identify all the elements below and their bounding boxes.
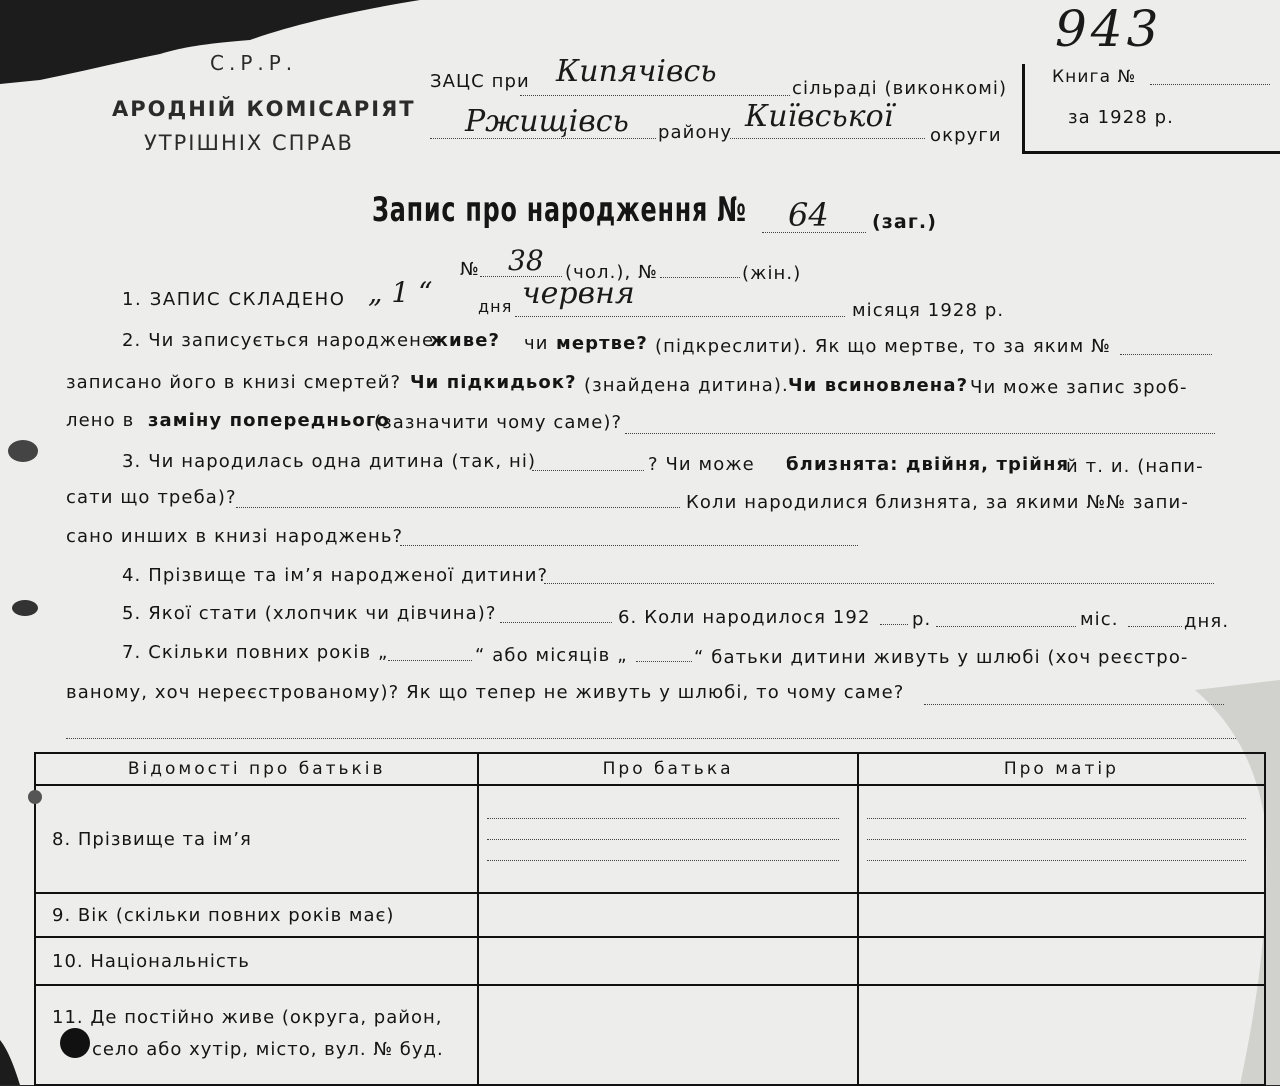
row-residence-line2: село або хутір, місто, вул. № буд.	[92, 1039, 444, 1060]
archive-number: 943	[1055, 0, 1163, 58]
item3-twins-line	[236, 507, 680, 508]
row-name-label: 8. Прізвище та ім’я	[35, 785, 478, 893]
item6-day-line	[1128, 626, 1182, 627]
item1-month: червня	[522, 276, 635, 311]
item7-years-line	[388, 660, 472, 661]
item1-label: 1. ЗАПИС СКЛАДЕНО	[122, 289, 346, 310]
commissariat-stamp-line1: АРОДНІЙ КОМІСАРІЯТ	[112, 97, 416, 121]
book-year: за 1928 р.	[1068, 107, 1175, 128]
item3-line1b: ? Чи може	[648, 454, 755, 475]
table-header-father: Про батька	[478, 753, 857, 785]
item7-extra-line	[66, 738, 1236, 739]
bottom-left-tear	[0, 1040, 20, 1085]
item1-day-word: дня	[478, 297, 513, 316]
item3-line1a: 3. Чи народилась одна дитина (так, ні)	[122, 451, 537, 472]
item4-label: 4. Прізвище та ім’я народженої дитини?	[122, 565, 549, 586]
record-title: Запис про народження №	[372, 190, 747, 230]
item4-name-line	[544, 583, 1214, 584]
mother-age-cell	[858, 893, 1265, 937]
ink-spot-icon	[28, 790, 42, 804]
district-label: району	[658, 122, 733, 143]
record-number: 64	[788, 196, 829, 234]
village-handwritten: Кипячівсь	[556, 54, 717, 89]
item5-label: 5. Якої стати (хлопчик чи дівчина)?	[122, 603, 497, 624]
item6-day: дня.	[1184, 611, 1230, 632]
item6-label: 6. Коли народилося 192	[618, 607, 871, 628]
table-row	[35, 985, 1265, 1085]
item7-reason-line	[924, 704, 1224, 705]
father-residence-cell	[478, 985, 857, 1085]
district-line	[430, 138, 656, 139]
book-label: Книга №	[1052, 67, 1137, 87]
item3-line3: сано инших в книзі народжень?	[66, 526, 404, 547]
item1-month-line	[515, 316, 845, 317]
item2-number-line	[1120, 354, 1212, 355]
item6-year-line	[880, 624, 908, 625]
item2-line2b: (знайдена дитина).	[584, 375, 789, 396]
village-line	[520, 95, 790, 96]
item7-line1b: “ або місяців „	[475, 645, 628, 666]
punch-hole-icon	[60, 1028, 90, 1058]
okrug-handwritten: Київської	[745, 99, 894, 134]
mother-nationality-cell	[858, 937, 1265, 985]
item2-foundling: Чи підкидьок?	[410, 372, 577, 393]
item2-line1a: 2. Чи записується народжене	[122, 330, 435, 351]
okrug-label: округи	[930, 125, 1002, 146]
district-handwritten: Ржищівсь	[465, 104, 629, 139]
male-label: (чол.), №	[565, 262, 658, 283]
item3-numbers-line	[400, 545, 858, 546]
item2-line2a: записано його в книзі смертей?	[66, 372, 402, 393]
item2-reason-line	[625, 433, 1215, 434]
item2-line2c: Чи може запис зроб-	[970, 377, 1188, 398]
ink-blot-icon	[12, 600, 38, 616]
item2-dead: мертве?	[556, 333, 648, 354]
row-age-label: 9. Вік (скільки повних років має)	[35, 893, 478, 937]
female-label: (жін.)	[742, 263, 802, 284]
item7-line1c: “ батьки дитини живуть у шлюбі (хоч реєстро-	[694, 647, 1189, 668]
item2-line3b: (зазначити чому саме)?	[374, 412, 623, 433]
record-number-line	[762, 232, 866, 233]
ink-blot-icon	[8, 440, 38, 462]
item6-month-line	[936, 626, 1076, 627]
item2-or: чи	[524, 333, 549, 354]
table-header-mother: Про матір	[858, 753, 1265, 785]
table-header-row	[35, 753, 1265, 785]
item3-single-line	[532, 470, 644, 471]
father-name-cell	[478, 785, 857, 893]
item3-twins: близнята: двійня, трійня	[786, 454, 1070, 475]
mother-residence-cell	[858, 985, 1265, 1085]
item5-sex-line	[500, 622, 612, 623]
father-age-cell	[478, 893, 857, 937]
item6-r: р.	[912, 609, 932, 630]
item2-alive: живе?	[430, 330, 501, 351]
village-suffix: сільраді (виконкомі)	[792, 78, 1008, 99]
item2-replacement: заміну попереднього	[148, 410, 390, 431]
subnumber-label: №	[460, 259, 480, 280]
item6-mis: міс.	[1080, 609, 1119, 630]
item2-line1b: (підкреслити). Як що мертве, то за яким №	[655, 336, 1111, 357]
female-number-line	[660, 277, 740, 278]
item2-adopted: Чи всиновлена?	[788, 375, 969, 396]
row-nationality-label: 10. Національність	[35, 937, 478, 985]
item7-line1a: 7. Скільки повних років „	[122, 642, 389, 663]
male-number: 38	[508, 244, 544, 277]
record-suffix: (заг.)	[872, 211, 937, 233]
table-row	[35, 937, 1265, 985]
table-row	[35, 785, 1265, 893]
item2-line3a: лено в	[66, 410, 135, 431]
item7-months-line	[636, 661, 692, 662]
parents-table	[34, 752, 1266, 1086]
commissariat-stamp-line2: УТРІШНІХ СПРАВ	[144, 131, 354, 155]
okrug-line	[730, 138, 925, 139]
ussr-stamp-line: С.Р.Р.	[210, 51, 298, 75]
table-row	[35, 893, 1265, 937]
mother-name-cell	[858, 785, 1265, 893]
item3-line2a: сати що треба)?	[66, 487, 237, 508]
item1-year: місяця 1928 р.	[852, 300, 1005, 321]
table-header-info: Відомості про батьків	[35, 753, 478, 785]
row-residence-line1: 11. Де постійно живе (округа, район,	[52, 1007, 443, 1028]
item7-line2: ваному, хоч нереєстрованому)? Як що тепер не живуть у шлюбі, то чому саме?	[66, 682, 905, 703]
item3-line2b: Коли народилися близнята, за якими №№ запи-	[686, 492, 1189, 513]
item1-day: „ 1 “	[368, 276, 433, 309]
row-residence-label	[35, 985, 478, 1085]
zags-prefix: ЗАЦС при	[430, 71, 530, 92]
book-number-line	[1150, 84, 1270, 85]
item3-line1c: й т. и. (напи-	[1066, 456, 1204, 477]
father-nationality-cell	[478, 937, 857, 985]
